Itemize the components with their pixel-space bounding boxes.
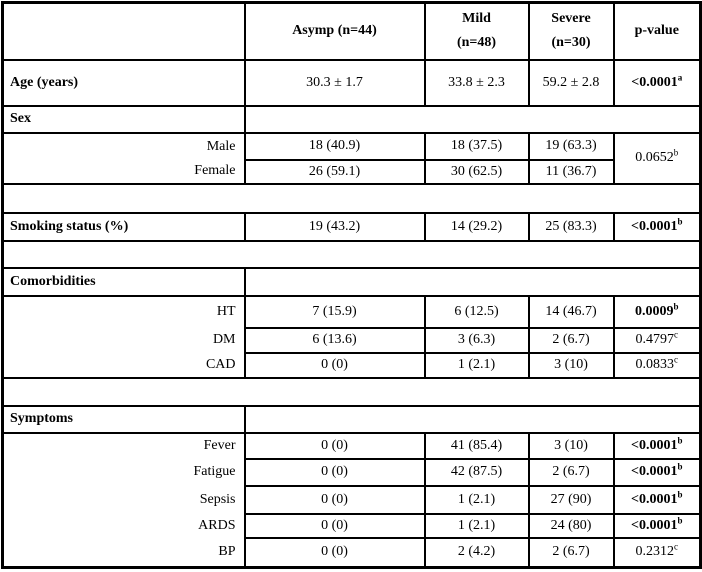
cell-fever-severe: 3 (10): [529, 433, 614, 459]
col-header-mild: [425, 3, 529, 60]
cell-fever-mild: 41 (85.4): [425, 433, 529, 459]
col-header-severe-line2: (n=30): [551, 35, 591, 51]
row-sepsis: [3, 486, 701, 514]
spacer-row: [3, 378, 701, 406]
cell-sepsis-pvalue: <0.0001$^b$: [614, 486, 701, 514]
col-header-severe: [529, 3, 614, 60]
cell-ht-mild: 6 (12.5): [425, 296, 529, 328]
cell-fever-asymp: 0 (0): [245, 433, 425, 459]
cell-ards-asymp: 0 (0): [245, 514, 425, 538]
cell-fatigue-asymp: 0 (0): [245, 459, 425, 486]
row-female: [3, 160, 701, 184]
cell-fever-pvalue: <0.0001$^b$: [614, 433, 701, 459]
pvalue-footnote-sup: c: [674, 354, 678, 365]
sex-section-label: Sex: [3, 106, 245, 133]
cell-age-mild: 33.8 ± 2.3: [425, 60, 529, 106]
cell-bp-pvalue: 0.2312$^c$: [614, 538, 701, 568]
symptoms-section-label: Symptoms: [3, 406, 245, 433]
cell-male-mild: 18 (37.5): [425, 133, 529, 160]
spacer-row: [3, 241, 701, 268]
row-age: [3, 60, 701, 106]
pvalue-footnote-sup: b: [673, 147, 679, 158]
col-header-mild-line2: (n=48): [456, 35, 497, 51]
cell-dm-pvalue: 0.4797$^c$: [614, 328, 701, 353]
row-male: [3, 133, 701, 160]
cell-age-severe: 59.2 ± 2.8: [529, 60, 614, 106]
cell-dm-asymp: 6 (13.6): [245, 328, 425, 353]
comorbidities-section-label: Comorbidities: [3, 268, 245, 296]
fatigue-label: Fatigue: [3, 459, 245, 486]
pvalue-footnote-sup: c: [674, 329, 678, 340]
cell-female-severe: 11 (36.7): [529, 160, 614, 184]
cell-sepsis-mild: 1 (2.1): [425, 486, 529, 514]
fever-label: Fever: [3, 433, 245, 459]
sepsis-label: Sepsis: [3, 486, 245, 514]
cell-cad-pvalue: 0.0833$^c$: [614, 353, 701, 378]
col-header-pvalue: p-value: [614, 3, 701, 60]
pvalue-footnote-sup: b: [677, 215, 683, 226]
row-cad: [3, 353, 701, 378]
cell-ht-severe: 14 (46.7): [529, 296, 614, 328]
sex-section-empty-cell: [245, 106, 701, 133]
col-header-asymp: Asymp (n=44): [245, 3, 425, 60]
cell-smoking-pvalue: <0.0001$^b$: [614, 213, 701, 241]
cell-dm-mild: 3 (6.3): [425, 328, 529, 353]
pvalue-footnote-sup: b: [677, 488, 683, 499]
cell-bp-mild: 2 (4.2): [425, 538, 529, 568]
spacer-cell: [3, 378, 701, 406]
cell-smoking-severe: 25 (83.3): [529, 213, 614, 241]
cell-fatigue-mild: 42 (87.5): [425, 459, 529, 486]
pvalue-footnote-sup: a: [677, 71, 683, 82]
cell-ards-severe: 24 (80): [529, 514, 614, 538]
cell-sepsis-asymp: 0 (0): [245, 486, 425, 514]
pvalue-footnote-sup: c: [674, 541, 678, 552]
col-header-mild-line1: Mild: [462, 11, 491, 27]
row-fatigue: [3, 459, 701, 486]
cell-male-asymp: 18 (40.9): [245, 133, 425, 160]
cell-bp-severe: 2 (6.7): [529, 538, 614, 568]
cell-ht-asymp: 7 (15.9): [245, 296, 425, 328]
dm-label: DM: [3, 328, 245, 353]
bp-label: BP: [3, 538, 245, 568]
smoking-label: Smoking status (%): [3, 213, 245, 241]
row-symptoms-header: [3, 406, 701, 433]
pvalue-footnote-sup: b: [673, 300, 679, 311]
row-ht: [3, 296, 701, 328]
cell-age-pvalue: <0.0001$^a$: [614, 60, 701, 106]
cell-female-mild: 30 (62.5): [425, 160, 529, 184]
symptoms-section-empty-cell: [245, 406, 701, 433]
cell-ards-mild: 1 (2.1): [425, 514, 529, 538]
cell-cad-severe: 3 (10): [529, 353, 614, 378]
male-label: Male: [3, 133, 245, 160]
cell-cad-mild: 1 (2.1): [425, 353, 529, 378]
clinical-characteristics-table: [1, 1, 702, 569]
age-label: Age (years): [3, 60, 245, 106]
row-ards: [3, 514, 701, 538]
row-bp: [3, 538, 701, 568]
corner-cell: [3, 3, 245, 60]
cell-ht-pvalue: 0.0009$^b$: [614, 296, 701, 328]
cell-sex-pvalue: 0.0652$^b$: [614, 133, 701, 184]
cell-smoking-asymp: 19 (43.2): [245, 213, 425, 241]
row-dm: [3, 328, 701, 353]
cell-ards-pvalue: <0.0001$^b$: [614, 514, 701, 538]
spacer-cell: [3, 241, 701, 268]
female-label: Female: [3, 160, 245, 184]
spacer-cell: [3, 184, 701, 213]
row-smoking: [3, 213, 701, 241]
cell-sepsis-severe: 27 (90): [529, 486, 614, 514]
cell-cad-asymp: 0 (0): [245, 353, 425, 378]
pvalue-footnote-sup: b: [677, 514, 683, 525]
row-comorbidities-header: [3, 268, 701, 296]
comorbidities-section-empty-cell: [245, 268, 701, 296]
ards-label: ARDS: [3, 514, 245, 538]
ht-label: HT: [3, 296, 245, 328]
cell-fatigue-severe: 2 (6.7): [529, 459, 614, 486]
pvalue-footnote-sup: b: [677, 461, 683, 472]
cad-label: CAD: [3, 353, 245, 378]
cell-smoking-mild: 14 (29.2): [425, 213, 529, 241]
spacer-row: [3, 184, 701, 213]
cell-female-asymp: 26 (59.1): [245, 160, 425, 184]
cell-fatigue-pvalue: <0.0001$^b$: [614, 459, 701, 486]
pvalue-footnote-sup: b: [677, 434, 683, 445]
cell-bp-asymp: 0 (0): [245, 538, 425, 568]
row-sex-header: [3, 106, 701, 133]
cell-dm-severe: 2 (6.7): [529, 328, 614, 353]
col-header-severe-line1: Severe: [551, 11, 591, 27]
cell-male-severe: 19 (63.3): [529, 133, 614, 160]
cell-age-asymp: 30.3 ± 1.7: [245, 60, 425, 106]
row-fever: [3, 433, 701, 459]
header-row: [3, 3, 701, 60]
